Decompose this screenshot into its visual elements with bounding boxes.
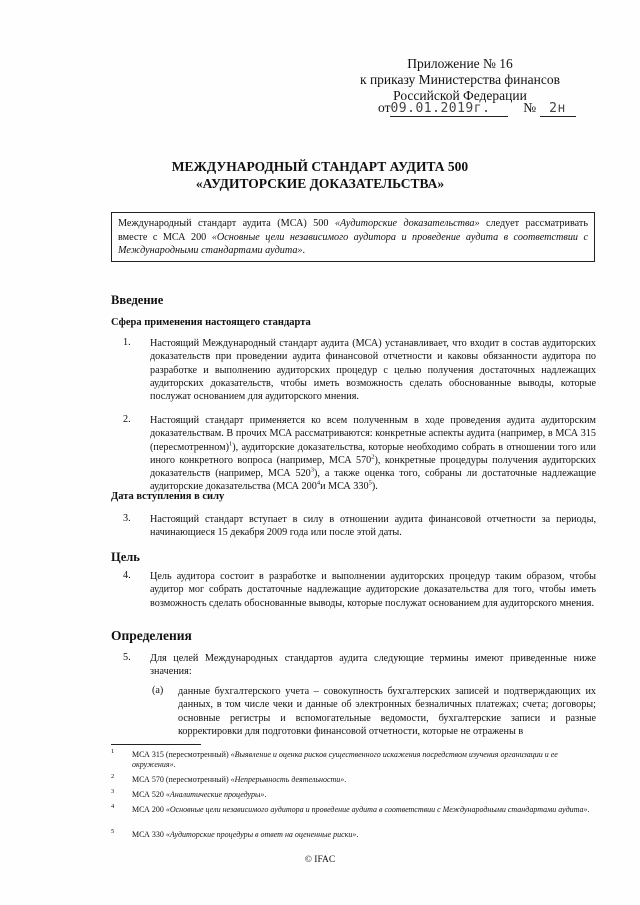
intro-italic-2: «Основные цели независимого аудитора и проведение аудита в соответствии с Международными стандартами аудита» [118,231,589,256]
footnote-2-end: . [344,775,347,784]
footnote-4-italic: «Основные цели независимого аудитора и проведение аудита в соответствии с Международными стандартами аудита» [165,805,588,814]
intro-text-3: . [302,245,306,256]
footnote-4-text: МСА 200 [132,805,166,814]
paragraph-5-number: 5. [123,652,131,663]
p2-part-d: ), а также оценка того, собраны ли достаточные надлежащие аудиторские доказательства (МСА 200 [150,468,596,493]
handwritten-date: 09.01.2019г. [390,101,508,117]
footnote-3-end: . [264,790,267,799]
footnote-1-text: МСА 315 (пересмотренный) [132,750,231,759]
number-prefix: № [523,100,537,115]
footnote-4-end: . [587,805,590,814]
footnote-2-text: МСА 570 (пересмотренный) [132,775,231,784]
document-title [150,158,490,192]
footnote-2-italic: «Непрерывность деятельности» [230,775,345,784]
annex-order: к приказу Министерства финансов [360,72,560,87]
footnote-1 [132,750,596,771]
p2-part-f: ). [371,481,378,493]
footnote-4-number: 4 [111,803,115,810]
intro-box [111,212,595,262]
footnote-5-italic: «Аудиторские процедуры в ответ на оцененные риски» [165,830,357,839]
section-effective-date: Дата вступления в силу [111,491,225,502]
footnote-3-text: МСА 520 [132,790,166,799]
footnote-4 [132,805,596,815]
p2-part-c: ), конкретные процедуры получения аудиторских доказательств (например, МСА 520 [150,454,596,480]
p2-part-b: ), аудиторские доказательства, которые необходимо собрать в отношении того или иного конкретного вопроса (например, МСА 570 [150,441,596,466]
copyright-footer: © IFAC [304,855,336,865]
paragraph-3: Настоящий стандарт вступает в силу в отношении аудита финансовой отчетности за периоды, начинающиеся 15 декабря 2009 года или после этой даты. [150,514,596,539]
footnote-1-end: . [173,760,176,770]
footnote-1-italic: «Выявление и оценка рисков существенного искажения посредством изучения организации и ее окружения» [132,750,558,770]
section-scope: Сфера применения настоящего стандарта [111,317,311,328]
annex-title: Приложение № 16 [407,56,513,71]
intro-text-1: Международный стандарт аудита (МСА) 500 [118,218,335,229]
footnote-3-italic: «Аналитические процедуры» [165,790,265,799]
annex-country: Российской Федерации [393,88,527,103]
paragraph-4-number: 4. [123,570,131,581]
footnote-5 [132,830,596,840]
paragraph-3-number: 3. [123,513,131,524]
footnote-5-end: . [356,830,359,839]
paragraph-2-number: 2. [123,414,131,425]
title-line-2: «АУДИТОРСКИЕ ДОКАЗАТЕЛЬСТВА» [195,176,445,191]
footnote-2 [132,775,596,785]
paragraph-2 [150,414,596,494]
section-definitions: Определения [111,628,192,643]
paragraph-1-number: 1. [123,337,131,348]
p2-part-a: Настоящий стандарт применяется ко всем полученным в ходе проведения аудита аудиторским доказательствам. В прочих МСА рассматриваются: конкретные аспекты аудита (например, в МСА 315 (пересмотренном) [150,415,596,453]
footnote-mark: 2 [371,453,375,461]
section-introduction: Введение [111,293,164,307]
footnote-divider [111,744,201,745]
paragraph-4: Цель аудитора состоит в разработке и выполнении аудиторских процедур таким образом, чтобы аудитор мог собрать достаточные надлежащие аудиторские доказательства для того, чтобы иметь возможность сделать обоснованные выводы, которые послужат основанием для аудиторского мнения. [150,571,596,609]
footnote-1-number: 1 [111,748,115,755]
footnote-3-number: 3 [111,788,115,795]
footnote-5-text: МСА 330 [132,830,166,839]
intro-italic-1: «Аудиторские доказательства» [334,218,480,229]
footnote-mark: 4 [316,480,321,488]
title-line-1: МЕЖДУНАРОДНЫЙ СТАНДАРТ АУДИТА 500 [171,159,469,174]
subparagraph-a-label: (a) [152,685,164,696]
section-objective: Цель [111,550,140,564]
footnote-mark: 3 [310,466,315,474]
footnote-3 [132,790,596,800]
paragraph-5: Для целей Международных стандартов аудита следующие термины имеют приведенные ниже значения: [150,653,596,678]
annex-header [330,56,590,104]
footnote-mark: 5 [368,480,372,488]
intro-text-2: следует рассматривать вместе с МСА 200 [118,218,588,243]
footnote-5-number: 5 [111,828,115,835]
handwritten-number: 2н [540,101,576,117]
paragraph-1: Настоящий Международный стандарт аудита (МСА) устанавливает, что входит в состав аудиторских доказательств при проведении аудита финансовой отчетности и каковы обязанности аудитора по разработке и выполнению аудиторских процедур с целью получения достаточных надлежащих аудиторских доказательств, чтобы иметь возможность сделать обоснованные выводы, которые послужат основанием для аудиторского мнения. [150,338,596,403]
footnote-2-number: 2 [111,773,115,780]
annex-date-number [378,100,578,117]
p2-part-e: и МСА 330 [320,481,369,493]
subparagraph-a: данные бухгалтерского учета – совокупность бухгалтерских записей и подтверждающих их данных, в том числе чеки и данные об электронных безналичных платежах; счета; договоры; основные регистры и вспомогательные ведомости, бухгалтерские записи и разные корректировки для подготовки финансовой отчетности, которые не отражены в [178,686,596,737]
footnote-mark: 1 [229,440,233,448]
date-prefix: от [378,100,391,115]
